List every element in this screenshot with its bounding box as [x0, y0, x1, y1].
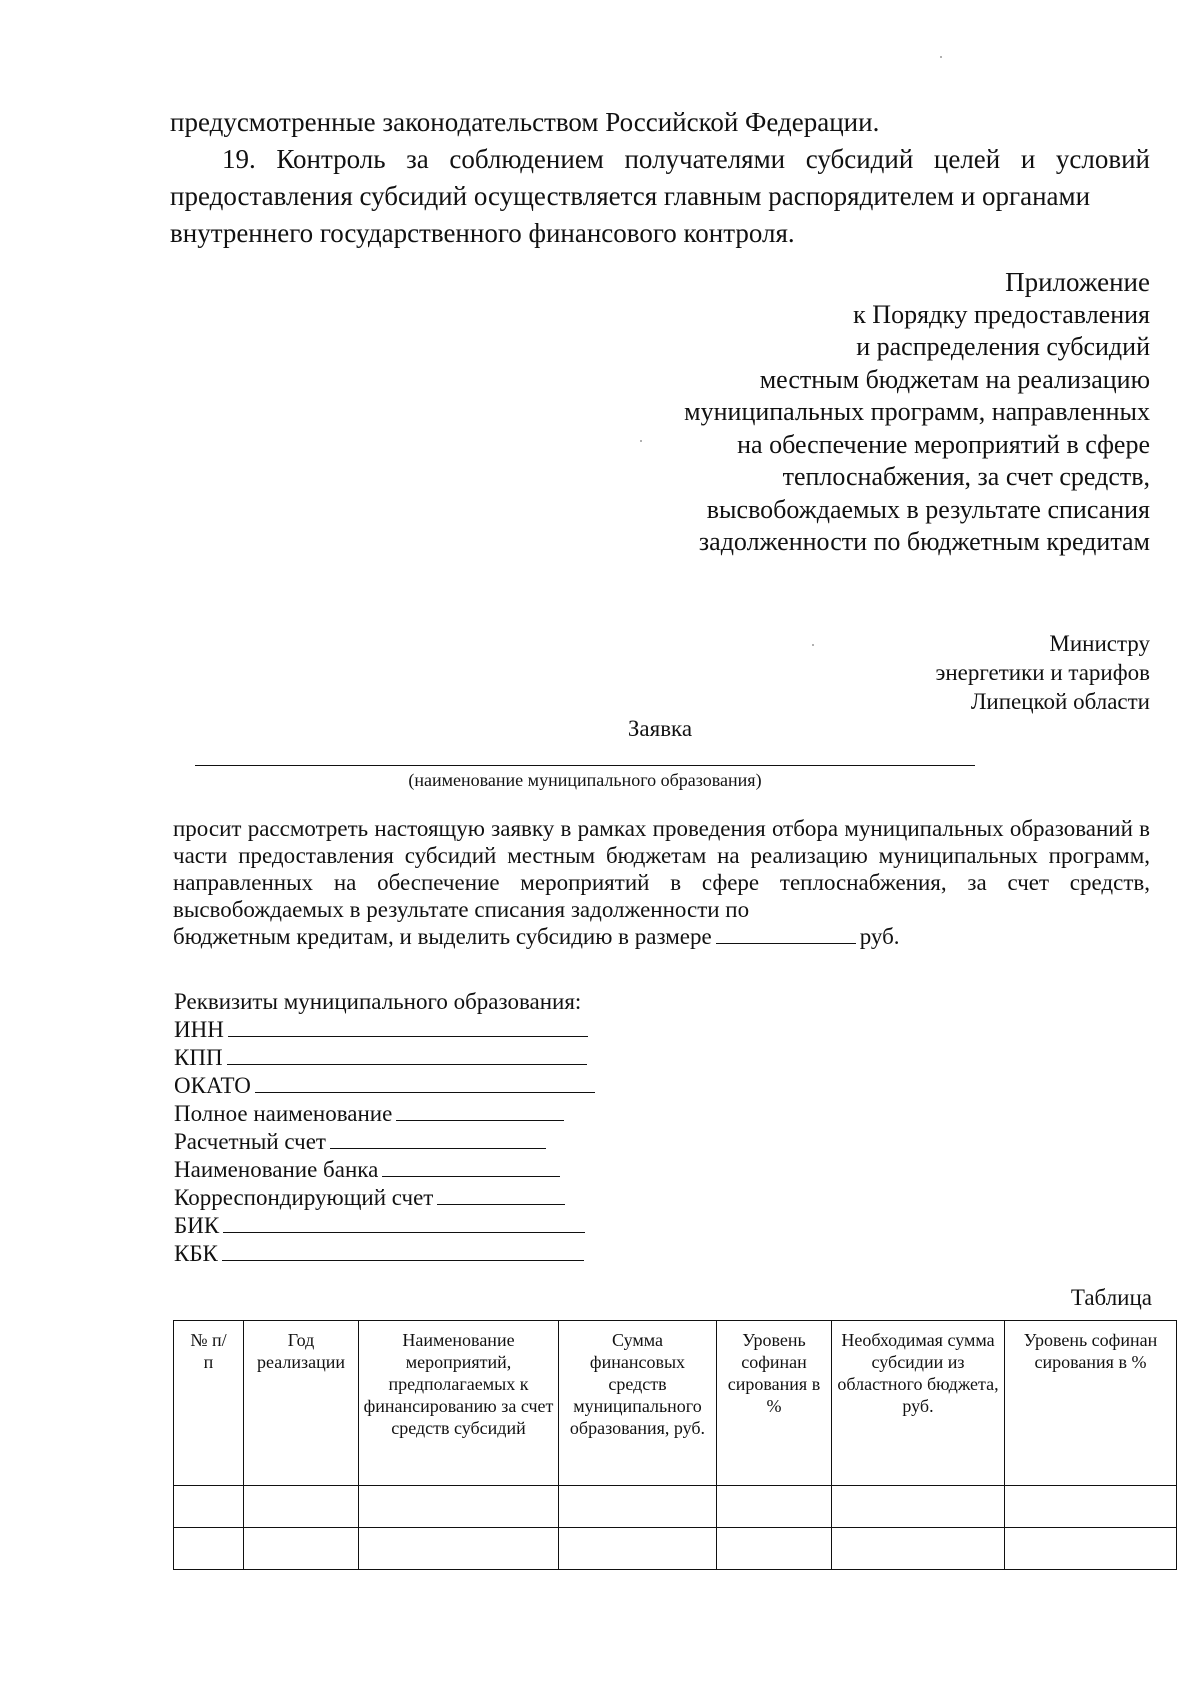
requisite-label: Расчетный счет: [174, 1129, 326, 1154]
requisite-label: КБК: [174, 1241, 218, 1266]
table-cell[interactable]: [359, 1486, 559, 1528]
scan-speck: [940, 56, 942, 58]
requisite-label: ИНН: [174, 1017, 224, 1042]
requisite-full-name: [174, 1100, 694, 1128]
table-cell[interactable]: [717, 1486, 832, 1528]
subsidy-table: [173, 1320, 1177, 1570]
bank-name-field[interactable]: [382, 1156, 560, 1177]
table-cell[interactable]: [559, 1486, 717, 1528]
intro-line: [170, 104, 1150, 141]
scan-speck: [812, 644, 814, 646]
account-field[interactable]: [330, 1128, 546, 1149]
requisite-label: БИК: [174, 1213, 220, 1238]
appendix-line: к Порядку предоставления: [853, 299, 1150, 329]
full-name-field[interactable]: [396, 1100, 564, 1121]
table-cell[interactable]: [244, 1528, 359, 1570]
application-body-last-line: [173, 923, 1150, 950]
addressee-line: энергетики и тарифов: [935, 660, 1150, 685]
table-row: [174, 1486, 1177, 1528]
requisite-kpp: [174, 1044, 694, 1072]
requisite-label: ОКАТО: [174, 1073, 251, 1098]
paragraph-19-last-line: внутреннего государственного финансового контроля.: [170, 218, 795, 248]
addressee-line: Министру: [1049, 631, 1150, 656]
appendix-heading: Приложение: [1005, 267, 1150, 297]
table-label: Таблица: [1070, 1285, 1152, 1310]
application-body-text: просит рассмотреть настоящую заявку в рамках проведения отбора муниципальных образований в части предоставления субсидий местным бюджетам на реализацию муниципальных программ, направленных на обеспечение мероприятий в сфере теплоснабжения, за счет средств, высвобождаемых в результате списания задолженности по: [173, 816, 1150, 922]
table-header-row: [174, 1321, 1177, 1486]
requisite-okato: [174, 1072, 694, 1100]
inn-field[interactable]: [228, 1016, 588, 1037]
table-cell[interactable]: [359, 1528, 559, 1570]
scan-speck: [640, 440, 642, 442]
table-cell[interactable]: [244, 1486, 359, 1528]
header-required-subsidy: Необходимая сумма субсидии из областного бюджета, руб.: [832, 1321, 1005, 1486]
table-cell[interactable]: [174, 1528, 244, 1570]
table-cell[interactable]: [717, 1528, 832, 1570]
requisite-label: Полное наименование: [174, 1101, 393, 1126]
application-title: Заявка: [627, 716, 693, 741]
header-year: Год реализации: [244, 1321, 359, 1486]
header-cofinancing-level-2: Уровень софинан сирования в %: [1005, 1321, 1177, 1486]
requisite-bik: [174, 1212, 694, 1240]
kpp-field[interactable]: [227, 1044, 587, 1065]
appendix-line: задолженности по бюджетным кредитам: [698, 527, 1150, 556]
header-municipal-funds: Сумма финансовых средств муниципального образования, руб.: [559, 1321, 717, 1486]
application-body: [173, 815, 1150, 950]
table-cell[interactable]: [1005, 1528, 1177, 1570]
table-cell[interactable]: [559, 1528, 717, 1570]
bik-field[interactable]: [223, 1212, 585, 1233]
requisite-label: Корреспондирующий счет: [174, 1185, 434, 1210]
addressee-block: [760, 629, 1150, 716]
paragraph-19: [170, 141, 1150, 252]
okato-field[interactable]: [255, 1072, 595, 1093]
intro-line-text: предусмотренные законодательством Российской Федерации.: [170, 107, 880, 137]
appendix-line: на обеспечение мероприятий в сфере: [737, 429, 1150, 459]
table-cell[interactable]: [174, 1486, 244, 1528]
appendix-line: муниципальных программ, направленных: [684, 397, 1150, 426]
table-cell[interactable]: [832, 1486, 1005, 1528]
requisite-bank-name: [174, 1156, 694, 1184]
municipality-caption: (наименование муниципального образования): [408, 770, 762, 790]
kbk-field[interactable]: [222, 1240, 584, 1261]
header-activities: Наименование мероприятий, предполагаемых к финансированию за счет средств субсидий: [359, 1321, 559, 1486]
subsidy-currency: руб.: [859, 924, 900, 949]
requisites-heading: Реквизиты муниципального образования:: [174, 989, 582, 1014]
corr-account-field[interactable]: [437, 1184, 565, 1205]
requisite-corr-account: [174, 1184, 694, 1212]
appendix-line: и распределения субсидий: [856, 332, 1150, 361]
requisite-label: Наименование банка: [174, 1157, 379, 1182]
requisite-account: [174, 1128, 694, 1156]
appendix-line: местным бюджетам на реализацию: [759, 364, 1150, 394]
subsidy-amount-field[interactable]: [716, 923, 856, 944]
addressee-line: Липецкой области: [970, 689, 1150, 714]
table-cell[interactable]: [1005, 1486, 1177, 1528]
appendix-line: теплоснабжения, за счет средств,: [782, 462, 1150, 491]
requisite-inn: [174, 1016, 694, 1044]
paragraph-19-text: 19. Контроль за соблюдением получателями субсидий целей и условий предоставления субсидий осуществляется главным распорядителем и органами: [170, 144, 1150, 211]
appendix-line: высвобождаемых в результате списания: [706, 494, 1150, 524]
appendix-block: [560, 266, 1150, 559]
header-cofinancing-level: Уровень софинан сирования в %: [717, 1321, 832, 1486]
municipality-name-line[interactable]: [195, 765, 975, 766]
table-cell[interactable]: [832, 1528, 1005, 1570]
table-row: [174, 1528, 1177, 1570]
requisite-label: КПП: [174, 1045, 223, 1070]
requisite-kbk: [174, 1240, 694, 1268]
header-number: № п/п: [174, 1321, 244, 1486]
requisites-block: [174, 988, 694, 1268]
subsidy-prefix: бюджетным кредитам, и выделить субсидию в размере: [173, 924, 712, 949]
